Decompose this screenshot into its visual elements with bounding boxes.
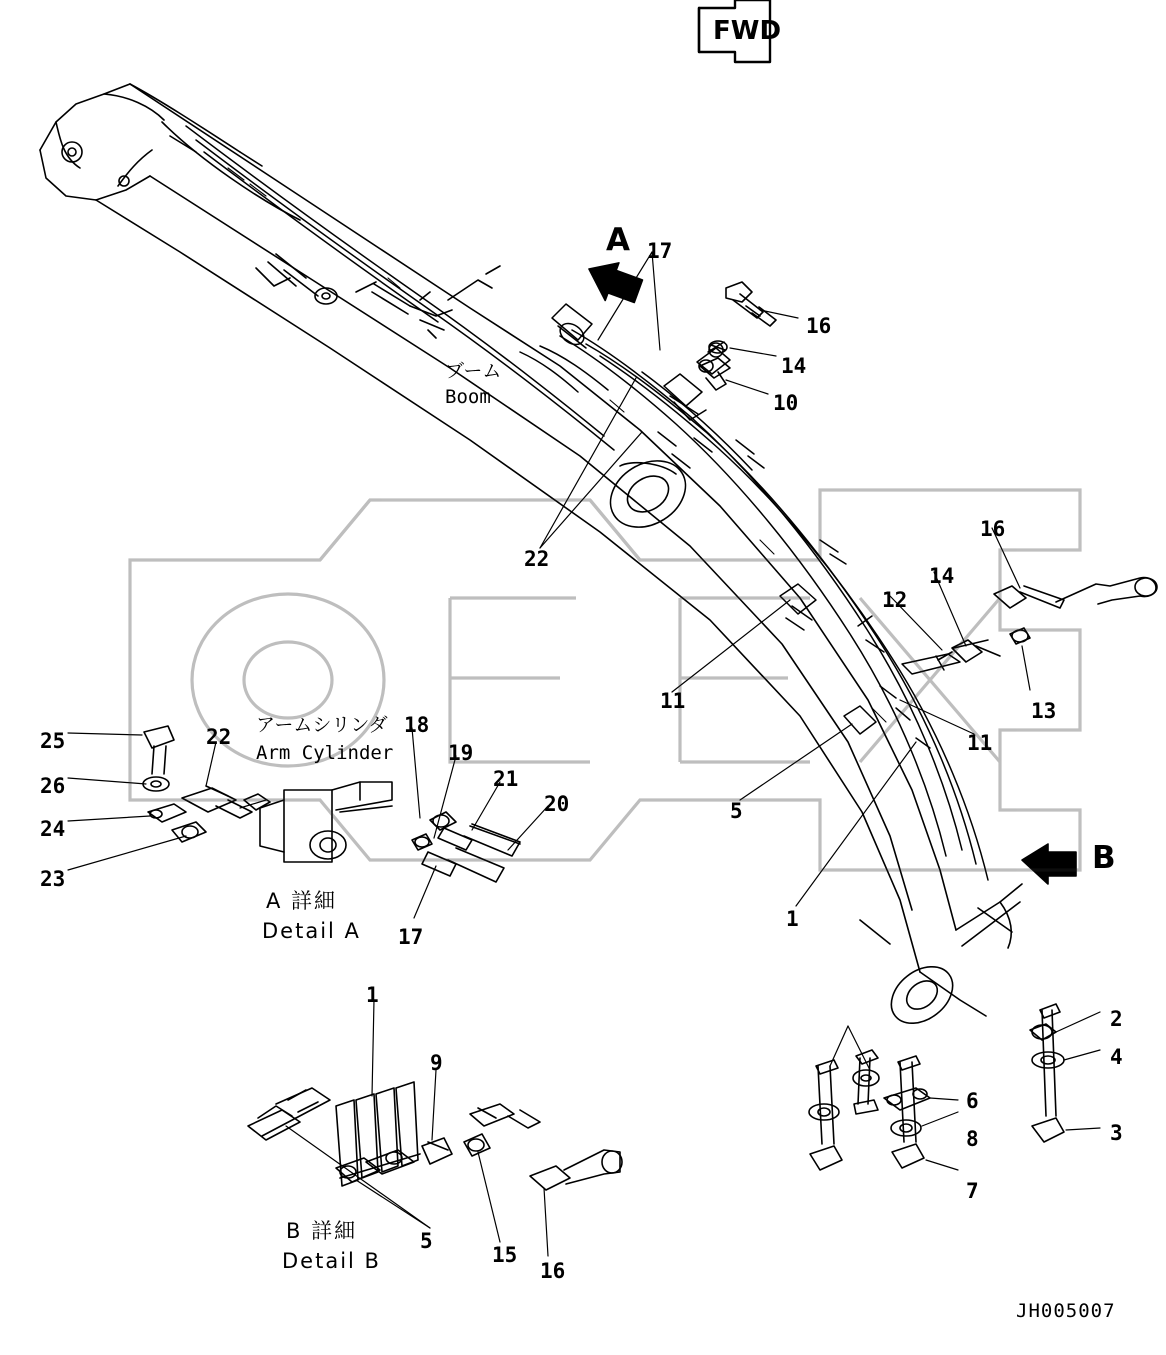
callout-2: 2 <box>1110 1007 1123 1031</box>
detail-b-title-en: Detail B <box>282 1249 381 1273</box>
arm-cylinder-label-en: Arm Cylinder <box>256 742 394 764</box>
boom-shading <box>228 168 886 722</box>
callout-6: 6 <box>966 1089 979 1113</box>
callout-5: 5 <box>730 799 743 823</box>
callout-26: 26 <box>40 774 66 798</box>
callout-7: 7 <box>966 1179 979 1203</box>
hydraulic-tube-runs <box>186 126 988 880</box>
boom-clamps <box>552 304 988 748</box>
callout-20: 20 <box>544 792 570 816</box>
detail-b-assembly <box>248 1082 622 1190</box>
callout-1b: 1 <box>366 983 379 1007</box>
fwd-label: FWD <box>713 16 782 46</box>
callout-11: 11 <box>660 689 686 713</box>
callout-leaders <box>540 252 1100 1170</box>
callout-23: 23 <box>40 867 66 891</box>
detail-b-title-jp: B 詳細 <box>286 1219 358 1243</box>
callout-19: 19 <box>448 741 474 765</box>
callout-18: 18 <box>404 713 430 737</box>
callout-17: 17 <box>647 239 673 263</box>
section-arrow-b <box>1022 844 1076 884</box>
section-marker-b: B <box>1092 840 1116 876</box>
callout-22: 22 <box>524 547 550 571</box>
callout-17b: 17 <box>398 925 424 949</box>
callout-16c: 16 <box>540 1259 566 1283</box>
detail-a-title-jp: A 詳細 <box>266 889 338 913</box>
callout-12: 12 <box>882 588 908 612</box>
boom-label-jp: ブーム <box>445 360 502 382</box>
callout-8: 8 <box>966 1127 979 1151</box>
callout-21: 21 <box>493 767 519 791</box>
callout-25: 25 <box>40 729 66 753</box>
callout-3: 3 <box>1110 1121 1123 1145</box>
callout-15: 15 <box>492 1243 518 1267</box>
section-marker-a: A <box>606 222 630 258</box>
callout-1: 1 <box>786 907 799 931</box>
callout-13: 13 <box>1031 699 1057 723</box>
callout-4: 4 <box>1110 1045 1123 1069</box>
callout-22b: 22 <box>206 725 232 749</box>
arm-cylinder-label-jp: アームシリンダ <box>256 714 388 736</box>
callout-16b: 16 <box>980 517 1006 541</box>
detail-a-title-en: Detail A <box>262 919 361 943</box>
callout-24: 24 <box>40 817 66 841</box>
section-arrow-a <box>581 254 645 310</box>
callout-10: 10 <box>773 391 799 415</box>
callout-9: 9 <box>430 1051 443 1075</box>
callout-11b: 11 <box>967 731 993 755</box>
sheet-number: JH005007 <box>1016 1300 1116 1322</box>
callout-5b: 5 <box>420 1229 433 1253</box>
callout-14: 14 <box>781 354 807 378</box>
callout-14b: 14 <box>929 564 955 588</box>
fastener-group-mid-right <box>938 578 1157 662</box>
boom-label-en: Boom <box>445 386 491 408</box>
callout-16: 16 <box>806 314 832 338</box>
